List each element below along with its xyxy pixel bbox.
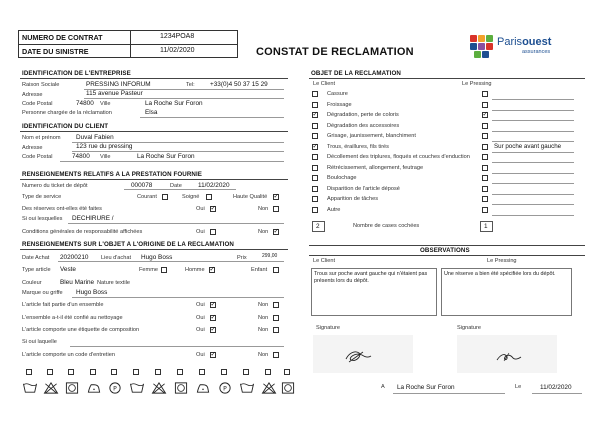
- ticket-underline: [124, 189, 236, 190]
- svg-text:P: P: [113, 385, 117, 393]
- reclamation-item-note[interactable]: Sur poche avant gauche: [494, 143, 562, 150]
- femme-label: Femme: [139, 267, 158, 273]
- wash-icon: [22, 381, 38, 395]
- marque-underline: [72, 297, 284, 298]
- no-bleach-icon: [151, 381, 167, 395]
- count-pressing-box[interactable]: [480, 221, 493, 232]
- homme-label: Homme: [185, 267, 205, 273]
- question-ensemble: L'article fait partie d'un ensemble: [22, 302, 104, 308]
- tumble-dry-icon: [280, 381, 296, 395]
- q1-non-checkbox[interactable]: [273, 302, 279, 308]
- header-table-divider: [18, 44, 238, 45]
- type-service-label: Type de service: [22, 194, 62, 200]
- reclamation-pressing-checkbox[interactable]: [482, 91, 488, 97]
- reclamation-item-label: Cassure: [327, 91, 348, 97]
- logo-text-b: ouest: [522, 36, 552, 48]
- wash-icon: [239, 381, 255, 395]
- ville-ent-value[interactable]: La Roche Sur Foron: [145, 100, 203, 107]
- a-underline: [393, 393, 505, 394]
- question-laquelle: Si oui laquelle: [22, 339, 57, 345]
- logo-sub: assurances: [522, 49, 551, 55]
- count-pressing-value: 1: [484, 223, 488, 230]
- count-client-box[interactable]: [312, 221, 325, 232]
- date-sinistre-value[interactable]: 11/02/2020: [160, 47, 195, 54]
- a-label: A: [381, 384, 385, 390]
- reclamation-item-label: Rétrécissement, allongement, feutrage: [327, 165, 424, 171]
- enfant-label: Enfant: [251, 267, 268, 273]
- date-achat-label: Date Achat: [22, 255, 50, 261]
- reserves-oui-label: Oui: [196, 206, 205, 212]
- adresse-ent-value[interactable]: 115 avenue Pasteur: [86, 90, 143, 97]
- marque-value[interactable]: Hugo Boss: [76, 289, 108, 296]
- conditions-label: Conditions générales de responsabilité affichées: [22, 229, 143, 235]
- personne-underline: [140, 117, 284, 118]
- courant-label: Courant: [137, 194, 157, 200]
- reclamation-pressing-checkbox[interactable]: [482, 144, 488, 150]
- reclamation-client-checkbox[interactable]: [312, 123, 318, 129]
- q2-non-label: Non: [258, 315, 269, 321]
- signature-client-icon: [313, 335, 413, 373]
- care-code-checkbox[interactable]: [243, 369, 249, 375]
- svg-text:P: P: [223, 385, 227, 393]
- prix-value[interactable]: 299,00: [262, 253, 278, 259]
- reclamation-note-underline: [492, 141, 574, 142]
- marque-label: Marque ou griffe: [22, 290, 63, 296]
- reclamation-pressing-checkbox[interactable]: [482, 175, 488, 181]
- reclamation-pressing-checkbox[interactable]: [482, 123, 488, 129]
- reclamation-item-label: Disparition de l'article déposé: [327, 186, 400, 192]
- prestation-section-title: RENSEIGNEMENTS RELATIFS A LA PRESTATION FOURNIE: [22, 171, 203, 178]
- entreprise-section-rule: [20, 78, 288, 79]
- question-etiquette: L'article comporte une étiquette de composition: [22, 327, 140, 333]
- homme-checkbox[interactable]: [209, 267, 215, 273]
- ville-ent-label: Ville: [100, 101, 111, 107]
- reclamation-pressing-checkbox[interactable]: [482, 102, 488, 108]
- header-table-vdivider: [130, 30, 131, 58]
- lesquelles-underline: [68, 223, 284, 224]
- q1-oui-checkbox[interactable]: [210, 302, 216, 308]
- objet-reclamation-rule: [309, 78, 585, 79]
- logo-mark-icon: [470, 35, 494, 59]
- reserves-label: Des réserves ont-elles été faites: [22, 206, 102, 212]
- reclamation-item-label: Dégradation des accessoires: [327, 123, 400, 129]
- a-value[interactable]: La Roche Sur Foron: [397, 384, 455, 391]
- care-code-checkbox[interactable]: [133, 369, 139, 375]
- nature-label: Nature textile: [97, 280, 130, 286]
- reserves-oui-checkbox[interactable]: [210, 206, 216, 212]
- tel-label: Tel:: [186, 82, 195, 88]
- reclamation-note-underline: [492, 183, 574, 184]
- tumble-dry-icon: [64, 381, 80, 395]
- q1-non-label: Non: [258, 302, 269, 308]
- ticket-label: Numero du ticket de dépôt: [22, 183, 88, 189]
- obs-client-textarea[interactable]: [311, 268, 437, 316]
- observations-rule: [309, 255, 585, 256]
- conditions-non-checkbox[interactable]: [273, 229, 279, 235]
- prestation-section-rule: [20, 179, 288, 180]
- reclamation-note-underline: [492, 110, 574, 111]
- entreprise-section-title: IDENTIFICATION DE L'ENTREPRISE: [22, 70, 131, 77]
- q3-non-checkbox[interactable]: [273, 327, 279, 333]
- dry-clean-icon: [217, 381, 233, 395]
- q5-oui-label: Oui: [196, 352, 205, 358]
- care-code-checkbox[interactable]: [68, 369, 74, 375]
- q5-non-label: Non: [258, 352, 269, 358]
- contract-value[interactable]: 1234POA8: [160, 33, 195, 40]
- reclamation-note-underline: [492, 120, 574, 121]
- ticket-value[interactable]: 000078: [131, 182, 153, 189]
- q3-oui-label: Oui: [196, 327, 205, 333]
- le-underline: [532, 393, 582, 394]
- signature-pressing-icon: [457, 335, 557, 373]
- signature-client-label: Signature: [316, 325, 340, 331]
- adresse-ent-label: Adresse: [22, 92, 43, 98]
- reclamation-note-underline: [492, 173, 574, 174]
- nom-value[interactable]: Duval Fabien: [76, 134, 114, 141]
- reclamation-client-checkbox[interactable]: [312, 112, 318, 118]
- iron-icon: [86, 381, 102, 395]
- laquelle-underline: [70, 346, 284, 347]
- reclamation-client-header: Le Client: [313, 81, 336, 87]
- care-code-checkbox[interactable]: [199, 369, 205, 375]
- reclamation-client-checkbox[interactable]: [312, 165, 318, 171]
- client-section-title: IDENTIFICATION DU CLIENT: [22, 123, 109, 130]
- q2-oui-checkbox[interactable]: [210, 315, 216, 321]
- signature-client-pad[interactable]: [313, 335, 413, 373]
- cp-ent-label: Code Postal: [22, 101, 53, 107]
- reclamation-client-checkbox[interactable]: [312, 175, 318, 181]
- reclamation-item-label: Autre: [327, 207, 341, 213]
- reclamation-item-label: Grisage, jaunissement, blanchiment: [327, 133, 416, 139]
- ticket-date-label: Date: [170, 183, 182, 189]
- reclamation-note-underline: [492, 194, 574, 195]
- reclamation-item-label: Décollement des triplures, floqués et couches d'enduction: [327, 154, 470, 160]
- reclamation-item-label: Boulochage: [327, 175, 357, 181]
- q5-oui-checkbox[interactable]: [210, 352, 216, 358]
- reclamation-pressing-checkbox[interactable]: [482, 165, 488, 171]
- reclamation-client-checkbox[interactable]: [312, 133, 318, 139]
- date-achat-value[interactable]: 20200210: [60, 254, 89, 261]
- reclamation-pressing-checkbox[interactable]: [482, 133, 488, 139]
- lesquelles-label: Si oui lesquelles: [22, 216, 63, 222]
- care-code-checkbox[interactable]: [47, 369, 53, 375]
- reclamation-note-underline: [492, 152, 574, 153]
- date-sinistre-label: DATE DU SINISTRE: [22, 47, 89, 56]
- client-section-rule: [20, 131, 288, 132]
- reclamation-client-checkbox[interactable]: [312, 196, 318, 202]
- observations-top-rule: [309, 245, 585, 246]
- femme-checkbox[interactable]: [161, 267, 167, 273]
- care-code-checkbox[interactable]: [90, 369, 96, 375]
- haute-checkbox[interactable]: [273, 194, 279, 200]
- reclamation-pressing-checkbox[interactable]: [482, 196, 488, 202]
- soigne-label: Soigné: [182, 194, 200, 200]
- reclamation-pressing-checkbox[interactable]: [482, 207, 488, 213]
- reclamation-client-checkbox[interactable]: [312, 154, 318, 160]
- reclamation-note-underline: [492, 215, 574, 216]
- ticket-date-value[interactable]: 11/02/2020: [198, 182, 230, 189]
- q2-oui-label: Oui: [196, 315, 205, 321]
- signature-pressing-label: Signature: [457, 325, 481, 331]
- type-article-value[interactable]: Veste: [60, 266, 76, 273]
- signature-pressing-pad[interactable]: [457, 335, 557, 373]
- care-code-checkbox[interactable]: [221, 369, 227, 375]
- lieu-label: Lieu d'achat: [101, 255, 131, 261]
- date-achat-underline: [58, 261, 284, 262]
- objet-reclamation-section-title: OBJET DE LA RECLAMATION: [311, 70, 401, 77]
- reclamation-note-underline: [492, 162, 574, 163]
- prix-label: Prix: [237, 255, 247, 261]
- courant-checkbox[interactable]: [162, 194, 168, 200]
- reclamation-client-checkbox[interactable]: [312, 91, 318, 97]
- reclamation-pressing-header: Le Pressing: [462, 81, 492, 87]
- q5-non-checkbox[interactable]: [273, 352, 279, 358]
- reclamation-item-label: Apparition de tâches: [327, 196, 378, 202]
- reserves-non-checkbox[interactable]: [273, 206, 279, 212]
- count-client-value: 2: [316, 223, 320, 230]
- type-article-label: Type article: [22, 267, 51, 273]
- logo: [470, 32, 588, 62]
- reclamation-note-underline: [492, 204, 574, 205]
- adresse-cli-value[interactable]: 123 rue du pressing: [76, 143, 133, 150]
- q1-oui-label: Oui: [196, 302, 205, 308]
- conditions-oui-checkbox[interactable]: [210, 229, 216, 235]
- obs-client-header: Le Client: [313, 258, 336, 264]
- reclamation-pressing-checkbox[interactable]: [482, 186, 488, 192]
- raison-label: Raison Sociale: [22, 82, 60, 88]
- no-bleach-icon: [43, 381, 59, 395]
- q2-non-checkbox[interactable]: [273, 315, 279, 321]
- reclamation-item-label: Dégradation, perte de coloris: [327, 112, 399, 118]
- objet-origine-section-rule: [20, 249, 288, 250]
- personne-label: Personne chargée de la réclamation: [22, 110, 112, 116]
- enfant-checkbox[interactable]: [273, 267, 279, 273]
- le-value[interactable]: 11/02/2020: [540, 384, 572, 391]
- couleur-label: Couleur: [22, 280, 42, 286]
- care-code-checkbox[interactable]: [26, 369, 32, 375]
- reclamation-client-checkbox[interactable]: [312, 144, 318, 150]
- reserves-non-label: Non: [258, 206, 269, 212]
- objet-origine-section-title: RENSEIGNEMENTS SUR L'OBJET A L'ORIGINE DE LA RECLAMATION: [22, 241, 234, 248]
- conditions-non-label: Non: [258, 229, 269, 235]
- obs-pressing-text: Une réserve a bien été spécifiée lors du dépôt.: [444, 271, 556, 277]
- lesquelles-value[interactable]: DECHIRURE /: [72, 215, 114, 222]
- count-label: Nombre de cases cochées: [353, 223, 420, 229]
- adresse-ent-underline: [84, 98, 284, 99]
- haute-label: Haute Qualité: [233, 194, 268, 200]
- adresse-cli-label: Adresse: [22, 145, 43, 151]
- contract-label: NUMERO DE CONTRAT: [22, 33, 103, 42]
- care-code-checkbox[interactable]: [265, 369, 271, 375]
- reclamation-item-label: Froissage: [327, 102, 352, 108]
- obs-client-text: Trous sur poche avant gauche qui n'étaient pas présents lors du dépôt.: [314, 271, 428, 284]
- nom-label: Nom et prénom: [22, 135, 61, 141]
- adresse-cli-underline: [72, 151, 284, 152]
- reclamation-pressing-checkbox[interactable]: [482, 112, 488, 118]
- obs-pressing-header: Le Pressing: [487, 258, 517, 264]
- care-code-checkbox[interactable]: [111, 369, 117, 375]
- question-ensemble-nettoyage: L'ensemble a-t-il été confié au nettoyage: [22, 315, 123, 321]
- le-label: Le: [515, 384, 522, 390]
- personne-value[interactable]: Elsa: [145, 109, 158, 116]
- tel-value[interactable]: +33(0)4 50 37 15 29: [210, 81, 268, 88]
- reclamation-note-underline: [492, 99, 574, 100]
- reclamation-client-checkbox[interactable]: [312, 102, 318, 108]
- logo-text-a: Paris: [497, 36, 523, 48]
- care-code-checkbox[interactable]: [284, 369, 290, 375]
- cp-cli-underline: [60, 161, 284, 162]
- question-code-entretien: L'article comporte un code d'entretien: [22, 352, 115, 358]
- couleur-value[interactable]: Bleu Marine: [60, 279, 95, 286]
- iron-icon: [195, 381, 211, 395]
- ville-cli-label: Ville: [100, 154, 111, 160]
- reclamation-note-underline: [492, 131, 574, 132]
- soigne-checkbox[interactable]: [206, 194, 212, 200]
- cp-cli-label: Code Postal: [22, 154, 53, 160]
- dry-clean-icon: [107, 381, 123, 395]
- conditions-oui-label: Oui: [196, 229, 205, 235]
- raison-value[interactable]: PRESSING INFORUM: [86, 81, 151, 88]
- q3-oui-checkbox[interactable]: [210, 327, 216, 333]
- lieu-value[interactable]: Hugo Boss: [141, 254, 173, 261]
- wash-icon: [129, 381, 145, 395]
- ville-cli-value[interactable]: La Roche Sur Foron: [137, 153, 195, 160]
- observations-section-title: OBSERVATIONS: [420, 247, 470, 254]
- care-code-checkbox[interactable]: [155, 369, 161, 375]
- no-bleach-icon: [261, 381, 277, 395]
- obs-pressing-textarea[interactable]: [441, 268, 572, 316]
- cp-cli-value[interactable]: 74800: [72, 153, 90, 160]
- tumble-dry-icon: [173, 381, 189, 395]
- reclamation-pressing-checkbox[interactable]: [482, 154, 488, 160]
- q3-non-label: Non: [258, 327, 269, 333]
- page-title: CONSTAT DE RECLAMATION: [256, 46, 414, 58]
- reclamation-client-checkbox[interactable]: [312, 186, 318, 192]
- reclamation-client-checkbox[interactable]: [312, 207, 318, 213]
- cp-ent-value[interactable]: 74800: [76, 100, 94, 107]
- care-code-checkbox[interactable]: [177, 369, 183, 375]
- reclamation-item-label: Trous, éraillures, fils tirés: [327, 144, 389, 150]
